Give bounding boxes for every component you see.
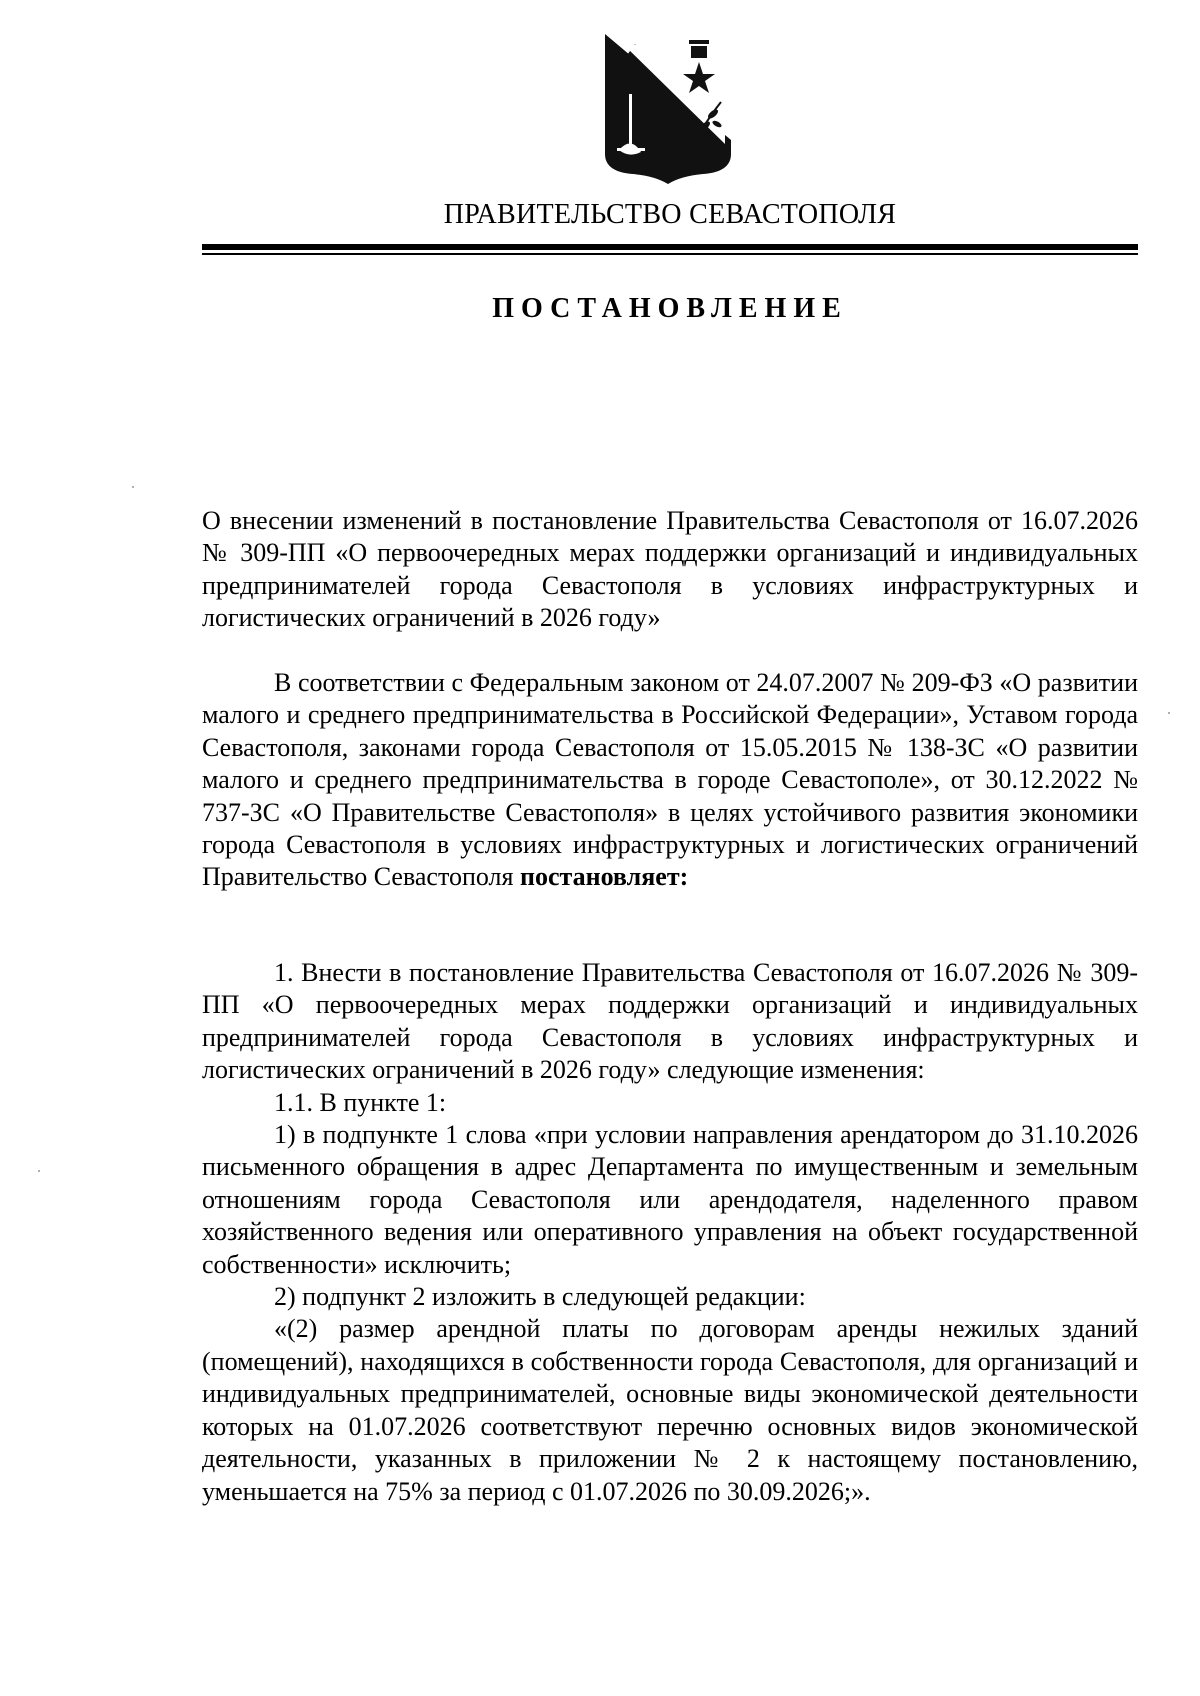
header-divider-thin	[202, 253, 1138, 255]
item-1: 1. Внести в постановление Правительства Севастополя от 16.07.2026 № 309-ПП «О первоочередных мерах поддержки организаций и индивидуальных предпринимателей города Севастополя в условиях инфраструктурных и логистических ограничений в 2026 году» следующие изменения:	[202, 958, 1138, 1085]
scan-speck	[132, 486, 134, 488]
resolves-word: постановляет:	[519, 862, 689, 892]
resolution-title	[202, 505, 1138, 635]
coat-of-arms-icon	[605, 32, 731, 186]
preamble-text: В соответствии с Федеральным законом от 24.07.2007 № 209-ФЗ «О развитии малого и среднего предпринимательства в Российской Федерации», Уставом города Севастополя, законами города Севастополя от 15.05.2015 № 138-ЗС «О развитии малого и среднего предпринимательства в городе Севастополе», от 30.12.2022 № 737-ЗС «О Правительстве Севастополя» в целях устойчивого развития экономики города Севастополя в условиях инфраструктурных и логистических ограничений Правительство Севастополя	[202, 668, 1138, 892]
subitem-1: 1) в подпункте 1 слова «при условии направления арендатором до 31.10.2026 письменного обращения в адрес Департамента по имущественным и земельным отношениям города Севастополя или арендодателя, наделенного правом хозяйственного ведения или оперативного управления на объект государственной собственности» исключить;	[202, 1120, 1138, 1279]
resolution-title-text: О внесении изменений в постановление Правительства Севастополя от 16.07.2026 № 309-ПП «О первоочередных мерах поддержки организаций и индивидуальных предпринимателей города Севастополя в условиях инфраструктурных и логистических ограничений в 2026 году»	[202, 506, 1138, 633]
organization-name: ПРАВИТЕЛЬСТВО СЕВАСТОПОЛЯ	[443, 199, 897, 230]
subitem-2-text: «(2) размер арендной платы по договорам аренды нежилых зданий (помещений), находящихся в собственности города Севастополя, для организаций и индивидуальных предпринимателей, основные виды экономической деятельности которых на 01.07.2026 соответствуют перечню основных видов экономической деятельности, указанных в приложении № 2 к настоящему постановлению, уменьшается на 75% за период с 01.07.2026 по 30.09.2026;».	[202, 1314, 1138, 1506]
header-divider-thick	[202, 244, 1138, 250]
scan-speck	[1168, 712, 1170, 714]
resolution-body	[202, 957, 1138, 1508]
scan-speck	[38, 1170, 40, 1172]
subitem-2: 2) подпункт 2 изложить в следующей редакции:	[274, 1282, 806, 1312]
preamble-paragraph	[202, 667, 1138, 894]
preamble	[202, 667, 1138, 894]
item-1-1: 1.1. В пункте 1:	[274, 1087, 447, 1117]
document-type-title: ПОСТАНОВЛЕНИЕ	[492, 293, 848, 324]
